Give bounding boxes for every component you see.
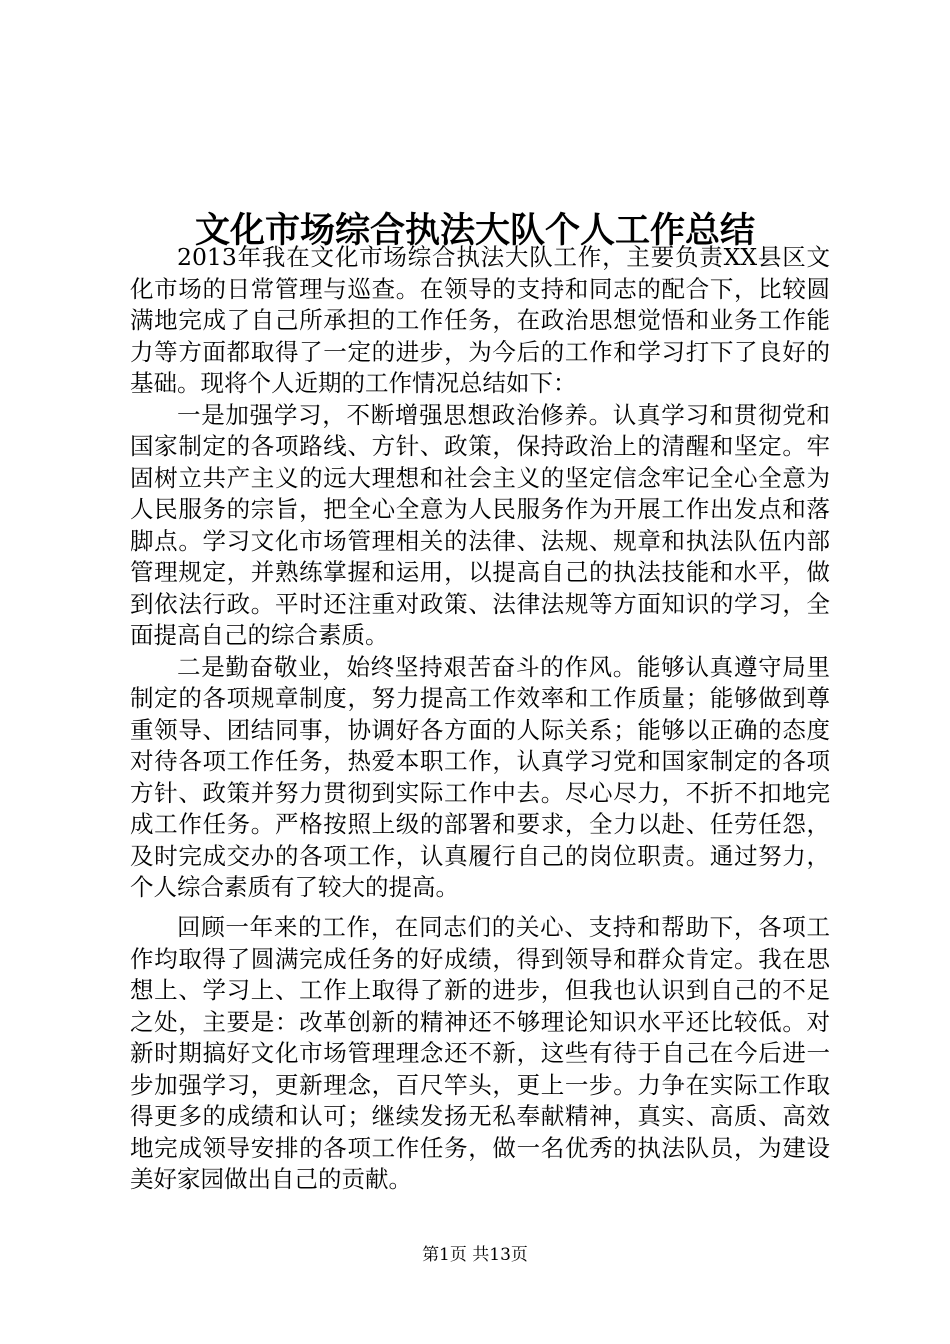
body-block-review <box>130 912 830 1196</box>
paragraph-diligence: 二是勤奋敬业，始终坚持艰苦奋斗的作风。能够认真遵守局里制定的各项规章制度，努力提高工作效率和工作质量；能够做到尊重领导、团结同事，协调好各方面的人际关系；能够以正确的态度对待各项工作任务，热爱本职工作，认真学习党和国家制定的各项方针、政策并努力贯彻到实际工作中去。尽心尽力，不折不扣地完成工作任务。严格按照上级的部署和要求，全力以赴、任劳任怨，及时完成交办的各项工作，认真履行自己的岗位职责。通过努力，个人综合素质有了较大的提高。 <box>130 652 830 901</box>
document-title: 文化市场综合执法大队个人工作总结 <box>194 210 755 252</box>
paragraph-review: 回顾一年来的工作，在同志们的关心、支持和帮助下，各项工作均取得了圆满完成任务的好成绩，得到领导和群众肯定。我在思想上、学习上、工作上取得了新的进步，但我也认识到自己的不足之处，主要是：改革创新的精神还不够理论知识水平还比较低。对新时期搞好文化市场管理理念还不新，这些有待于自己在今后进一步加强学习，更新理念，百尺竿头，更上一步。力争在实际工作取得更多的成绩和认可；继续发扬无私奉献精神，真实、高质、高效地完成领导安排的各项工作任务，做一名优秀的执法队员，为建设美好家园做出自己的贡献。 <box>130 913 830 1193</box>
paragraph-intro: 2013年我在文化市场综合执法大队工作，主要负责XX县区文化市场的日常管理与巡查。在领导的支持和同志的配合下，比较圆满地完成了自己所承担的工作任务，在政治思想觉悟和业务工作能力等方面都取得了一定的进步，为今后的工作和学习打下了良好的基础。现将个人近期的工作情况总结如下： <box>130 243 830 397</box>
body-block-main <box>130 242 830 904</box>
page-footer: 第1页 共13页 <box>422 1245 528 1265</box>
paragraph-study: 一是加强学习，不断增强思想政治修养。认真学习和贯彻党和国家制定的各项路线、方针、政策，保持政治上的清醒和坚定。牢固树立共产主义的远大理想和社会主义的坚定信念牢记全心全意为人民服务的宗旨，把全心全意为人民服务作为开展工作出发点和落脚点。学习文化市场管理相关的法律、法规、规章和执法队伍内部管理规定，并熟练掌握和运用，以提高自己的执法技能和水平，做到依法行政。平时还注重对政策、法律法规等方面知识的学习，全面提高自己的综合素质。 <box>130 400 830 649</box>
